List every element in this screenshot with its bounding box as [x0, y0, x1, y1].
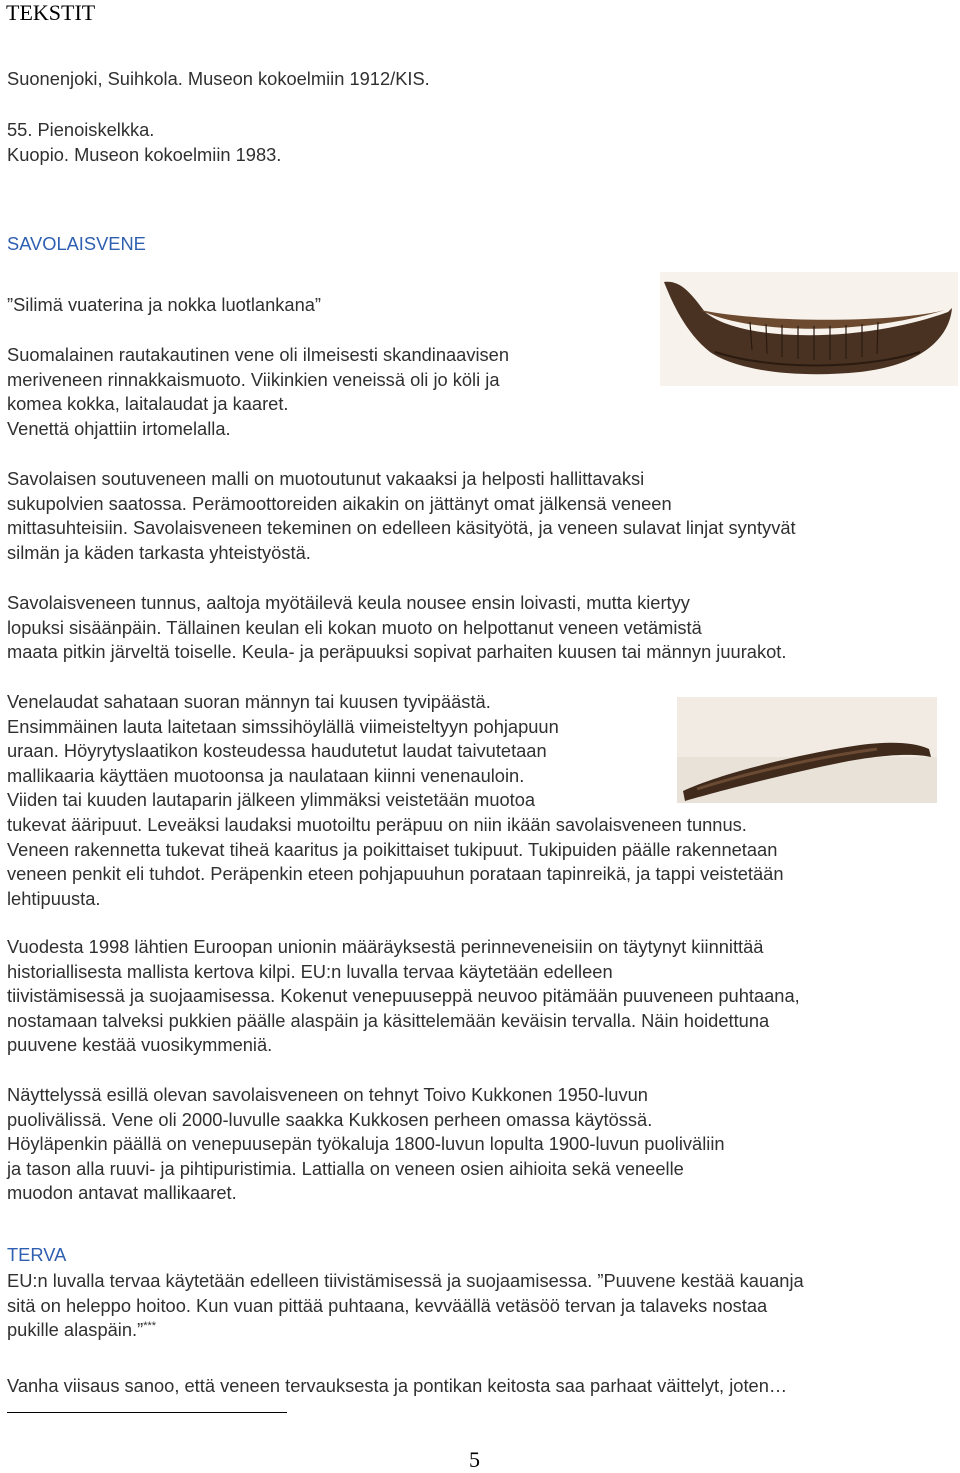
text-line: komea kokka, laitalaudat ja kaaret. [7, 393, 289, 415]
text-block-a [7, 67, 430, 92]
text-line: Höyläpenkin päällä on venepuusepän työkaluja 1800-luvun lopulta 1900-luvun puoliväliin [7, 1133, 725, 1155]
text-line: nostamaan talveksi pukkien päälle alaspäin ja käsittelemään keväisin tervalla. Näin hoidettuna [7, 1009, 770, 1031]
paragraph-1 [7, 343, 509, 441]
footnote-marker: *** [143, 1320, 157, 1333]
page-header: TEKSTIT [6, 0, 96, 25]
text-line: silmän ja käden tarkasta yhteistyöstä. [7, 541, 311, 563]
page-number: 5 [469, 1447, 480, 1472]
paragraph-8: Vanha viisaus sanoo, että veneen tervauksesta ja pontikan keitosta saa parhaat väittelyt, joten… [7, 1375, 788, 1396]
text-line: Venettä ohjattiin irtomelalla. [7, 417, 231, 439]
section-heading-terva: TERVA [7, 1244, 67, 1265]
text-line-last-text: pukille alaspäin.” [7, 1319, 144, 1341]
text-line: Ensimmäinen lauta laitetaan simssihöylällä viimeisteltyyn pohjapuun [7, 715, 559, 737]
text-line: 55. Pienoiskelkka. [7, 119, 155, 140]
text-line: mittasuhteisiin. Savolaisveneen tekeminen on edelleen käsityötä, ja veneen sulavat linjat syntyvät [7, 517, 796, 539]
text-line: Veneen rakennetta tukevat tiheä kaaritus ja poikittaiset tukipuut. Tukipuiden päälle rakennetaan [7, 838, 778, 860]
quote: ”Silimä vuaterina ja nokka luotlankana” [7, 294, 321, 315]
text-line: Viiden tai kuuden lautaparin jälkeen ylimmäksi veistetään muotoa [7, 789, 536, 811]
text-line: maata pitkin järveltä toiselle. Keula- ja peräpuuksi sopivat parhaiten kuusen tai männyn juurakot. [7, 641, 787, 663]
paragraph-5 [7, 935, 800, 1058]
text-line: puolivälissä. Vene oli 2000-luvulle saakka Kukkosen perheen omassa käytössä. [7, 1108, 653, 1130]
paragraph-7 [7, 1269, 804, 1343]
text-line: Suonenjoki, Suihkola. Museon kokoelmiin 1912/KIS. [7, 68, 430, 89]
text-line: Suomalainen rautakautinen vene oli ilmeisesti skandinaavisen [7, 344, 510, 365]
text-line: sitä on heleppo hoitoo. Kun vuan pittää puhtaana, kevväällä vetäsöö tervan ja talaveks nostaa [7, 1294, 768, 1316]
text-line: sukupolvien saatossa. Perämoottoreiden aikakin on jättänyt omat jälkensä veneen [7, 492, 672, 514]
text-line: puuvene kestää vuosikymmeniä. [7, 1034, 273, 1056]
text-block-b [7, 118, 281, 167]
text-line: Kuopio. Museon kokoelmiin 1983. [7, 143, 282, 165]
paragraph-6 [7, 1083, 725, 1206]
text-line: Venelaudat sahataan suoran männyn tai kuusen tyvipäästä. [7, 691, 491, 712]
text-line: lehtipuusta. [7, 887, 101, 909]
text-line: historiallisesta mallista kertova kilpi. EU:n luvalla tervaa käytetään edelleen [7, 960, 613, 982]
text-line: mallikaaria käyttäen muotoonsa ja naulataan kiinni venenauloin. [7, 764, 525, 786]
boat-model-image [660, 272, 958, 386]
text-line: lopuksi sisäänpäin. Tällainen keulan eli kokan muoto on helpottanut veneen vetämistä [7, 616, 702, 638]
text-line: Savolaisveneen tunnus, aaltoja myötäilevä keula nousee ensin loivasti, mutta kiertyy [7, 592, 690, 613]
text-line: Näyttelyssä esillä olevan savolaisveneen on tehnyt Toivo Kukkonen 1950-luvun [7, 1084, 648, 1105]
text-line: EU:n luvalla tervaa käytetään edelleen tiivistämisessä ja suojaamisessa. ”Puuvene kestää kauanja [7, 1270, 804, 1291]
text-line: Savolaisen soutuveneen malli on muotoutunut vakaaksi ja helposti hallittavaksi [7, 468, 645, 489]
paragraph-3 [7, 591, 786, 665]
paragraph-4 [7, 690, 784, 911]
text-line-last [7, 1318, 804, 1343]
text-line: veneen penkit eli tuhdot. Peräpenkin eteen pohjapuuhun porataan tapinreikä, ja tappi veistetään [7, 863, 784, 885]
text-line: meriveneen rinnakkaismuoto. Viikinkien veneissä oli jo köli ja [7, 368, 500, 390]
paragraph-2 [7, 467, 796, 565]
text-line: Vuodesta 1998 lähtien Euroopan unionin määräyksestä perinneveneisiin on täytynyt kiinnittää [7, 936, 764, 957]
text-line: tukevat ääripuut. Leveäksi laudaksi muotoiltu peräpuu on niin ikään savolaisveneen tunnus. [7, 813, 747, 835]
text-line: ja tason alla ruuvi- ja pihtipuristimia. Lattialla on veneen osien aihioita sekä veneelle [7, 1157, 684, 1179]
footnote-divider [7, 1412, 287, 1413]
text-line: tiivistämisessä ja suojaamisessa. Kokenut venepuuseppä neuvoo pitämään puuveneen puhtaana, [7, 985, 800, 1007]
section-heading-savolaisvene: SAVOLAISVENE [7, 233, 146, 254]
text-line: uraan. Höyrytyslaatikon kosteudessa haudutetut laudat taivutetaan [7, 740, 547, 762]
text-line: muodon antavat mallikaaret. [7, 1182, 237, 1204]
